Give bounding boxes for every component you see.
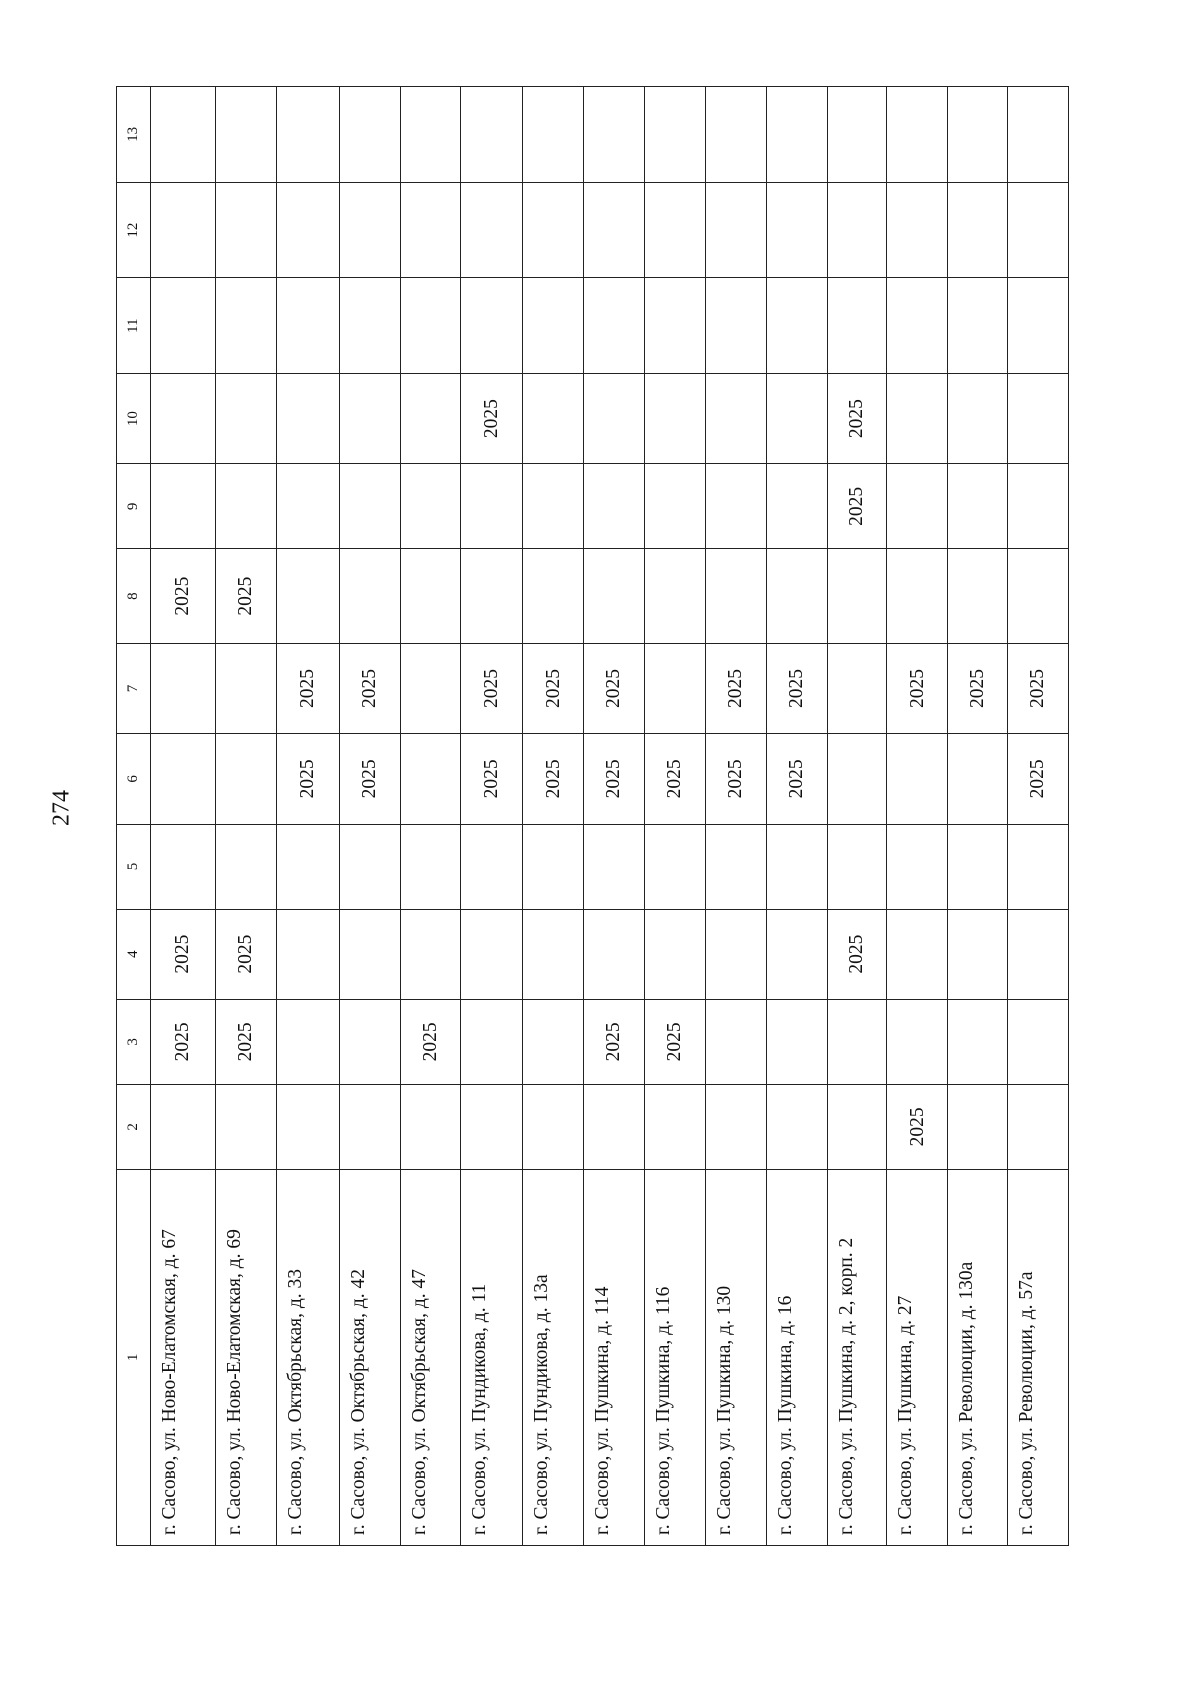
- address-cell: г. Сасово, ул. Пундикова, д. 13а: [523, 1169, 584, 1545]
- year-cell-col-6: [948, 734, 1008, 824]
- year-cell-col-11: [150, 278, 215, 374]
- year-cell-col-8: [705, 549, 766, 644]
- table-row: [276, 87, 339, 1546]
- year-cell-col-4: [584, 909, 645, 999]
- column-header-9: 9: [117, 464, 151, 549]
- year-cell-col-7: 2025: [461, 643, 523, 733]
- table-row: [339, 87, 400, 1546]
- year-cell-col-11: [827, 278, 887, 374]
- schedule-table-container: [116, 86, 1069, 1546]
- year-cell-col-6: [827, 734, 887, 824]
- column-header-1: 1: [117, 1169, 151, 1545]
- year-cell-col-2: [215, 1084, 276, 1169]
- year-cell-col-10: [215, 374, 276, 464]
- year-cell-col-3: 2025: [150, 999, 215, 1084]
- address-cell: г. Сасово, ул. Пушкина, д. 16: [766, 1169, 827, 1545]
- address-cell: г. Сасово, ул. Октябрьская, д. 47: [400, 1169, 461, 1545]
- year-cell-col-10: 2025: [461, 374, 523, 464]
- year-cell-col-12: [276, 182, 339, 278]
- year-cell-col-9: [276, 464, 339, 549]
- year-cell-col-2: [276, 1084, 339, 1169]
- year-cell-col-11: [215, 278, 276, 374]
- year-cell-col-12: [215, 182, 276, 278]
- address-cell: г. Сасово, ул. Революции, д. 57а: [1007, 1169, 1068, 1545]
- year-cell-col-10: [766, 374, 827, 464]
- year-cell-col-12: [948, 182, 1008, 278]
- year-cell-col-12: [645, 182, 706, 278]
- table-row: [948, 87, 1008, 1546]
- year-cell-col-2: [705, 1084, 766, 1169]
- year-cell-col-7: 2025: [887, 643, 948, 733]
- year-cell-col-6: [215, 734, 276, 824]
- year-cell-col-8: 2025: [150, 549, 215, 644]
- schedule-table: [116, 86, 1069, 1546]
- rotated-table-frame: [116, 86, 1069, 1546]
- year-cell-col-3: [523, 999, 584, 1084]
- year-cell-col-6: 2025: [584, 734, 645, 824]
- year-cell-col-13: [948, 87, 1008, 183]
- year-cell-col-4: [705, 909, 766, 999]
- year-cell-col-5: [766, 824, 827, 909]
- year-cell-col-2: [645, 1084, 706, 1169]
- address-cell: г. Сасово, ул. Октябрьская, д. 33: [276, 1169, 339, 1545]
- column-header-2: 2: [117, 1084, 151, 1169]
- year-cell-col-4: [461, 909, 523, 999]
- year-cell-col-5: [887, 824, 948, 909]
- column-header-11: 11: [117, 278, 151, 374]
- table-row: [766, 87, 827, 1546]
- year-cell-col-4: [339, 909, 400, 999]
- year-cell-col-12: [766, 182, 827, 278]
- year-cell-col-2: [400, 1084, 461, 1169]
- year-cell-col-5: [948, 824, 1008, 909]
- year-cell-col-8: 2025: [215, 549, 276, 644]
- year-cell-col-4: [887, 909, 948, 999]
- year-cell-col-4: [1007, 909, 1068, 999]
- year-cell-col-2: [339, 1084, 400, 1169]
- year-cell-col-11: [766, 278, 827, 374]
- year-cell-col-9: [461, 464, 523, 549]
- year-cell-col-9: [766, 464, 827, 549]
- year-cell-col-9: [645, 464, 706, 549]
- year-cell-col-13: [766, 87, 827, 183]
- table-row: [1007, 87, 1068, 1546]
- year-cell-col-6: 2025: [766, 734, 827, 824]
- table-row: [215, 87, 276, 1546]
- year-cell-col-7: 2025: [1007, 643, 1068, 733]
- year-cell-col-11: [705, 278, 766, 374]
- year-cell-col-7: 2025: [276, 643, 339, 733]
- year-cell-col-10: [523, 374, 584, 464]
- year-cell-col-7: 2025: [339, 643, 400, 733]
- year-cell-col-7: 2025: [523, 643, 584, 733]
- year-cell-col-2: [584, 1084, 645, 1169]
- column-header-6: 6: [117, 734, 151, 824]
- year-cell-col-7: 2025: [584, 643, 645, 733]
- year-cell-col-3: [948, 999, 1008, 1084]
- year-cell-col-5: [827, 824, 887, 909]
- year-cell-col-10: 2025: [827, 374, 887, 464]
- year-cell-col-9: [1007, 464, 1068, 549]
- header-row: [117, 87, 151, 1546]
- year-cell-col-4: [766, 909, 827, 999]
- year-cell-col-12: [584, 182, 645, 278]
- year-cell-col-2: [461, 1084, 523, 1169]
- year-cell-col-10: [150, 374, 215, 464]
- year-cell-col-6: 2025: [523, 734, 584, 824]
- year-cell-col-12: [887, 182, 948, 278]
- year-cell-col-9: [150, 464, 215, 549]
- year-cell-col-11: [887, 278, 948, 374]
- year-cell-col-13: [887, 87, 948, 183]
- year-cell-col-2: [523, 1084, 584, 1169]
- year-cell-col-6: [400, 734, 461, 824]
- address-cell: г. Сасово, ул. Пушкина, д. 130: [705, 1169, 766, 1545]
- year-cell-col-4: [400, 909, 461, 999]
- year-cell-col-8: [645, 549, 706, 644]
- year-cell-col-12: [400, 182, 461, 278]
- year-cell-col-4: 2025: [150, 909, 215, 999]
- year-cell-col-3: [827, 999, 887, 1084]
- year-cell-col-3: [276, 999, 339, 1084]
- year-cell-col-8: [276, 549, 339, 644]
- year-cell-col-10: [400, 374, 461, 464]
- year-cell-col-5: [150, 824, 215, 909]
- year-cell-col-3: 2025: [215, 999, 276, 1084]
- column-header-12: 12: [117, 182, 151, 278]
- year-cell-col-5: [584, 824, 645, 909]
- year-cell-col-3: [705, 999, 766, 1084]
- year-cell-col-8: [523, 549, 584, 644]
- year-cell-col-9: [705, 464, 766, 549]
- year-cell-col-8: [339, 549, 400, 644]
- year-cell-col-11: [645, 278, 706, 374]
- year-cell-col-12: [523, 182, 584, 278]
- year-cell-col-7: 2025: [705, 643, 766, 733]
- year-cell-col-7: [150, 643, 215, 733]
- address-cell: г. Сасово, ул. Пушкина, д. 27: [887, 1169, 948, 1545]
- year-cell-col-10: [339, 374, 400, 464]
- page-number: 274: [48, 790, 75, 826]
- year-cell-col-13: [150, 87, 215, 183]
- year-cell-col-13: [523, 87, 584, 183]
- column-header-13: 13: [117, 87, 151, 183]
- year-cell-col-8: [766, 549, 827, 644]
- year-cell-col-13: [215, 87, 276, 183]
- year-cell-col-9: [887, 464, 948, 549]
- year-cell-col-11: [948, 278, 1008, 374]
- year-cell-col-4: [276, 909, 339, 999]
- year-cell-col-3: [461, 999, 523, 1084]
- address-cell: г. Сасово, ул. Октябрьская, д. 42: [339, 1169, 400, 1545]
- table-row: [887, 87, 948, 1546]
- year-cell-col-2: [150, 1084, 215, 1169]
- year-cell-col-13: [276, 87, 339, 183]
- year-cell-col-7: 2025: [948, 643, 1008, 733]
- year-cell-col-13: [339, 87, 400, 183]
- year-cell-col-10: [645, 374, 706, 464]
- year-cell-col-3: [887, 999, 948, 1084]
- year-cell-col-6: [887, 734, 948, 824]
- year-cell-col-8: [1007, 549, 1068, 644]
- year-cell-col-3: 2025: [400, 999, 461, 1084]
- year-cell-col-11: [276, 278, 339, 374]
- table-row: [645, 87, 706, 1546]
- year-cell-col-13: [705, 87, 766, 183]
- year-cell-col-7: [645, 643, 706, 733]
- year-cell-col-13: [645, 87, 706, 183]
- column-header-8: 8: [117, 549, 151, 644]
- column-header-7: 7: [117, 643, 151, 733]
- year-cell-col-6: [150, 734, 215, 824]
- year-cell-col-10: [584, 374, 645, 464]
- year-cell-col-3: [339, 999, 400, 1084]
- year-cell-col-2: 2025: [887, 1084, 948, 1169]
- year-cell-col-9: [215, 464, 276, 549]
- year-cell-col-11: [584, 278, 645, 374]
- year-cell-col-9: [339, 464, 400, 549]
- year-cell-col-4: 2025: [215, 909, 276, 999]
- year-cell-col-10: [705, 374, 766, 464]
- year-cell-col-6: 2025: [1007, 734, 1068, 824]
- year-cell-col-5: [215, 824, 276, 909]
- address-cell: г. Сасово, ул. Пундикова, д. 11: [461, 1169, 523, 1545]
- year-cell-col-12: [705, 182, 766, 278]
- year-cell-col-2: [1007, 1084, 1068, 1169]
- year-cell-col-6: 2025: [339, 734, 400, 824]
- table-row: [827, 87, 887, 1546]
- year-cell-col-7: 2025: [766, 643, 827, 733]
- year-cell-col-4: [948, 909, 1008, 999]
- table-row: [150, 87, 215, 1546]
- year-cell-col-9: 2025: [827, 464, 887, 549]
- year-cell-col-13: [1007, 87, 1068, 183]
- year-cell-col-10: [1007, 374, 1068, 464]
- table-row: [400, 87, 461, 1546]
- year-cell-col-11: [523, 278, 584, 374]
- year-cell-col-6: 2025: [461, 734, 523, 824]
- year-cell-col-11: [1007, 278, 1068, 374]
- year-cell-col-2: [948, 1084, 1008, 1169]
- year-cell-col-8: [584, 549, 645, 644]
- year-cell-col-3: [766, 999, 827, 1084]
- year-cell-col-5: [645, 824, 706, 909]
- year-cell-col-2: [766, 1084, 827, 1169]
- address-cell: г. Сасово, ул. Ново-Елатомская, д. 69: [215, 1169, 276, 1545]
- year-cell-col-13: [461, 87, 523, 183]
- year-cell-col-7: [827, 643, 887, 733]
- year-cell-col-10: [276, 374, 339, 464]
- year-cell-col-12: [150, 182, 215, 278]
- table-row: [705, 87, 766, 1546]
- year-cell-col-3: 2025: [584, 999, 645, 1084]
- year-cell-col-9: [523, 464, 584, 549]
- year-cell-col-5: [400, 824, 461, 909]
- year-cell-col-6: 2025: [705, 734, 766, 824]
- year-cell-col-4: [523, 909, 584, 999]
- year-cell-col-11: [400, 278, 461, 374]
- year-cell-col-7: [215, 643, 276, 733]
- column-header-10: 10: [117, 374, 151, 464]
- year-cell-col-6: 2025: [276, 734, 339, 824]
- year-cell-col-12: [339, 182, 400, 278]
- year-cell-col-5: [461, 824, 523, 909]
- year-cell-col-12: [827, 182, 887, 278]
- column-header-3: 3: [117, 999, 151, 1084]
- year-cell-col-10: [887, 374, 948, 464]
- address-cell: г. Сасово, ул. Пушкина, д. 2, корп. 2: [827, 1169, 887, 1545]
- address-cell: г. Сасово, ул. Ново-Елатомская, д. 67: [150, 1169, 215, 1545]
- table-row: [461, 87, 523, 1546]
- table-row: [523, 87, 584, 1546]
- year-cell-col-9: [400, 464, 461, 549]
- year-cell-col-5: [705, 824, 766, 909]
- year-cell-col-8: [827, 549, 887, 644]
- column-header-4: 4: [117, 909, 151, 999]
- year-cell-col-8: [948, 549, 1008, 644]
- year-cell-col-9: [948, 464, 1008, 549]
- year-cell-col-8: [461, 549, 523, 644]
- year-cell-col-12: [461, 182, 523, 278]
- year-cell-col-11: [461, 278, 523, 374]
- address-cell: г. Сасово, ул. Революции, д. 130а: [948, 1169, 1008, 1545]
- year-cell-col-6: 2025: [645, 734, 706, 824]
- year-cell-col-11: [339, 278, 400, 374]
- year-cell-col-12: [1007, 182, 1068, 278]
- year-cell-col-8: [887, 549, 948, 644]
- year-cell-col-3: 2025: [645, 999, 706, 1084]
- year-cell-col-13: [584, 87, 645, 183]
- year-cell-col-5: [339, 824, 400, 909]
- address-cell: г. Сасово, ул. Пушкина, д. 114: [584, 1169, 645, 1545]
- year-cell-col-3: [1007, 999, 1068, 1084]
- table-row: [584, 87, 645, 1546]
- year-cell-col-2: [827, 1084, 887, 1169]
- year-cell-col-5: [276, 824, 339, 909]
- year-cell-col-13: [400, 87, 461, 183]
- year-cell-col-5: [1007, 824, 1068, 909]
- year-cell-col-7: [400, 643, 461, 733]
- year-cell-col-10: [948, 374, 1008, 464]
- column-header-5: 5: [117, 824, 151, 909]
- year-cell-col-9: [584, 464, 645, 549]
- year-cell-col-4: [645, 909, 706, 999]
- year-cell-col-5: [523, 824, 584, 909]
- address-cell: г. Сасово, ул. Пушкина, д. 116: [645, 1169, 706, 1545]
- year-cell-col-13: [827, 87, 887, 183]
- year-cell-col-8: [400, 549, 461, 644]
- year-cell-col-4: 2025: [827, 909, 887, 999]
